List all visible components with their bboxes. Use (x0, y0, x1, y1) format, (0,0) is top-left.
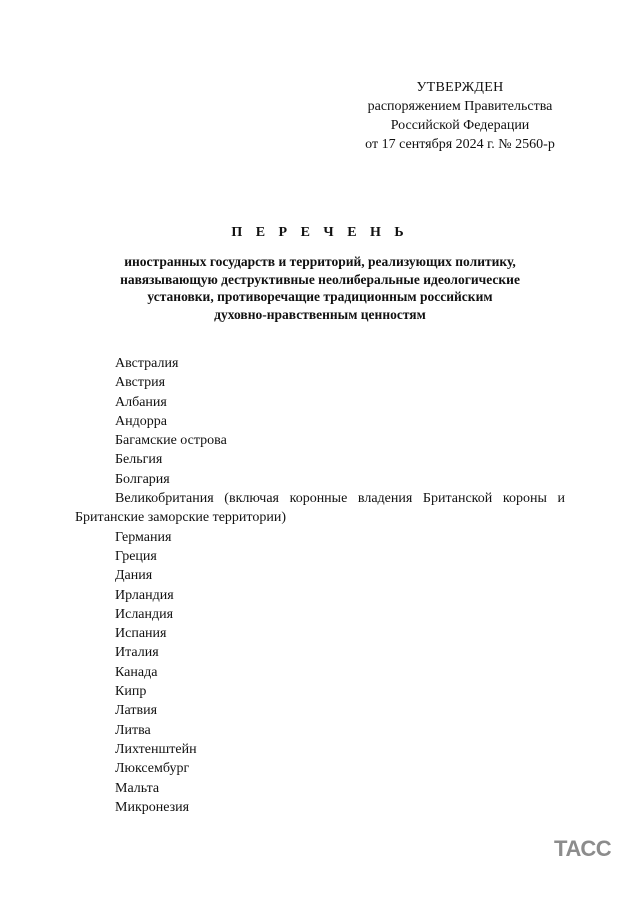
list-item: Латвия (115, 703, 158, 719)
list-item: Бельгия (115, 452, 163, 468)
document-heading: П Е Р Е Ч Е Н Ь (231, 225, 409, 240)
approval-line-1: распоряжением Правительства (367, 99, 553, 114)
list-item: Ирландия (115, 587, 174, 603)
country-list (75, 354, 565, 817)
subtitle-line: иностранных государств и территорий, реализующих политику, (124, 254, 516, 269)
list-item: Исландия (115, 606, 174, 622)
approval-block (340, 78, 580, 154)
list-item: Багамские острова (115, 433, 227, 449)
list-item: Мальта (115, 780, 160, 796)
list-item: Великобритания (включая коронные владения Британской короны и Британские заморские территории) (75, 491, 565, 526)
approval-line-3: от 17 сентября 2024 г. № 2560-р (365, 137, 555, 152)
list-item: Литва (115, 722, 151, 738)
list-item: Люксембург (115, 761, 190, 777)
subtitle-line: духовно-нравственным ценностям (214, 306, 426, 322)
list-item: Италия (115, 645, 159, 661)
approval-line-2: Российской Федерации (390, 118, 530, 133)
list-item: Кипр (115, 684, 147, 700)
list-item: Дания (115, 568, 153, 584)
list-item: Андорра (115, 413, 167, 429)
list-item: Микронезия (115, 799, 190, 815)
list-item: Лихтенштейн (115, 741, 197, 757)
list-item: Австрия (115, 375, 166, 391)
list-item: Германия (115, 529, 172, 545)
list-item: Греция (115, 548, 157, 564)
subtitle-line: навязывающую деструктивные неолиберальные идеологические (120, 271, 520, 287)
list-item: Албания (115, 394, 167, 410)
document-title-block (60, 225, 580, 323)
document-subtitle (60, 253, 580, 323)
subtitle-line: установки, противоречащие традиционным российским (147, 289, 493, 304)
list-item: Австралия (115, 356, 179, 371)
approval-title: УТВЕРЖДЕН (416, 80, 504, 95)
list-item: Болгария (115, 471, 170, 487)
list-item: Испания (115, 626, 167, 642)
list-item: Канада (115, 664, 158, 680)
tass-watermark: ТАСС (554, 836, 612, 861)
